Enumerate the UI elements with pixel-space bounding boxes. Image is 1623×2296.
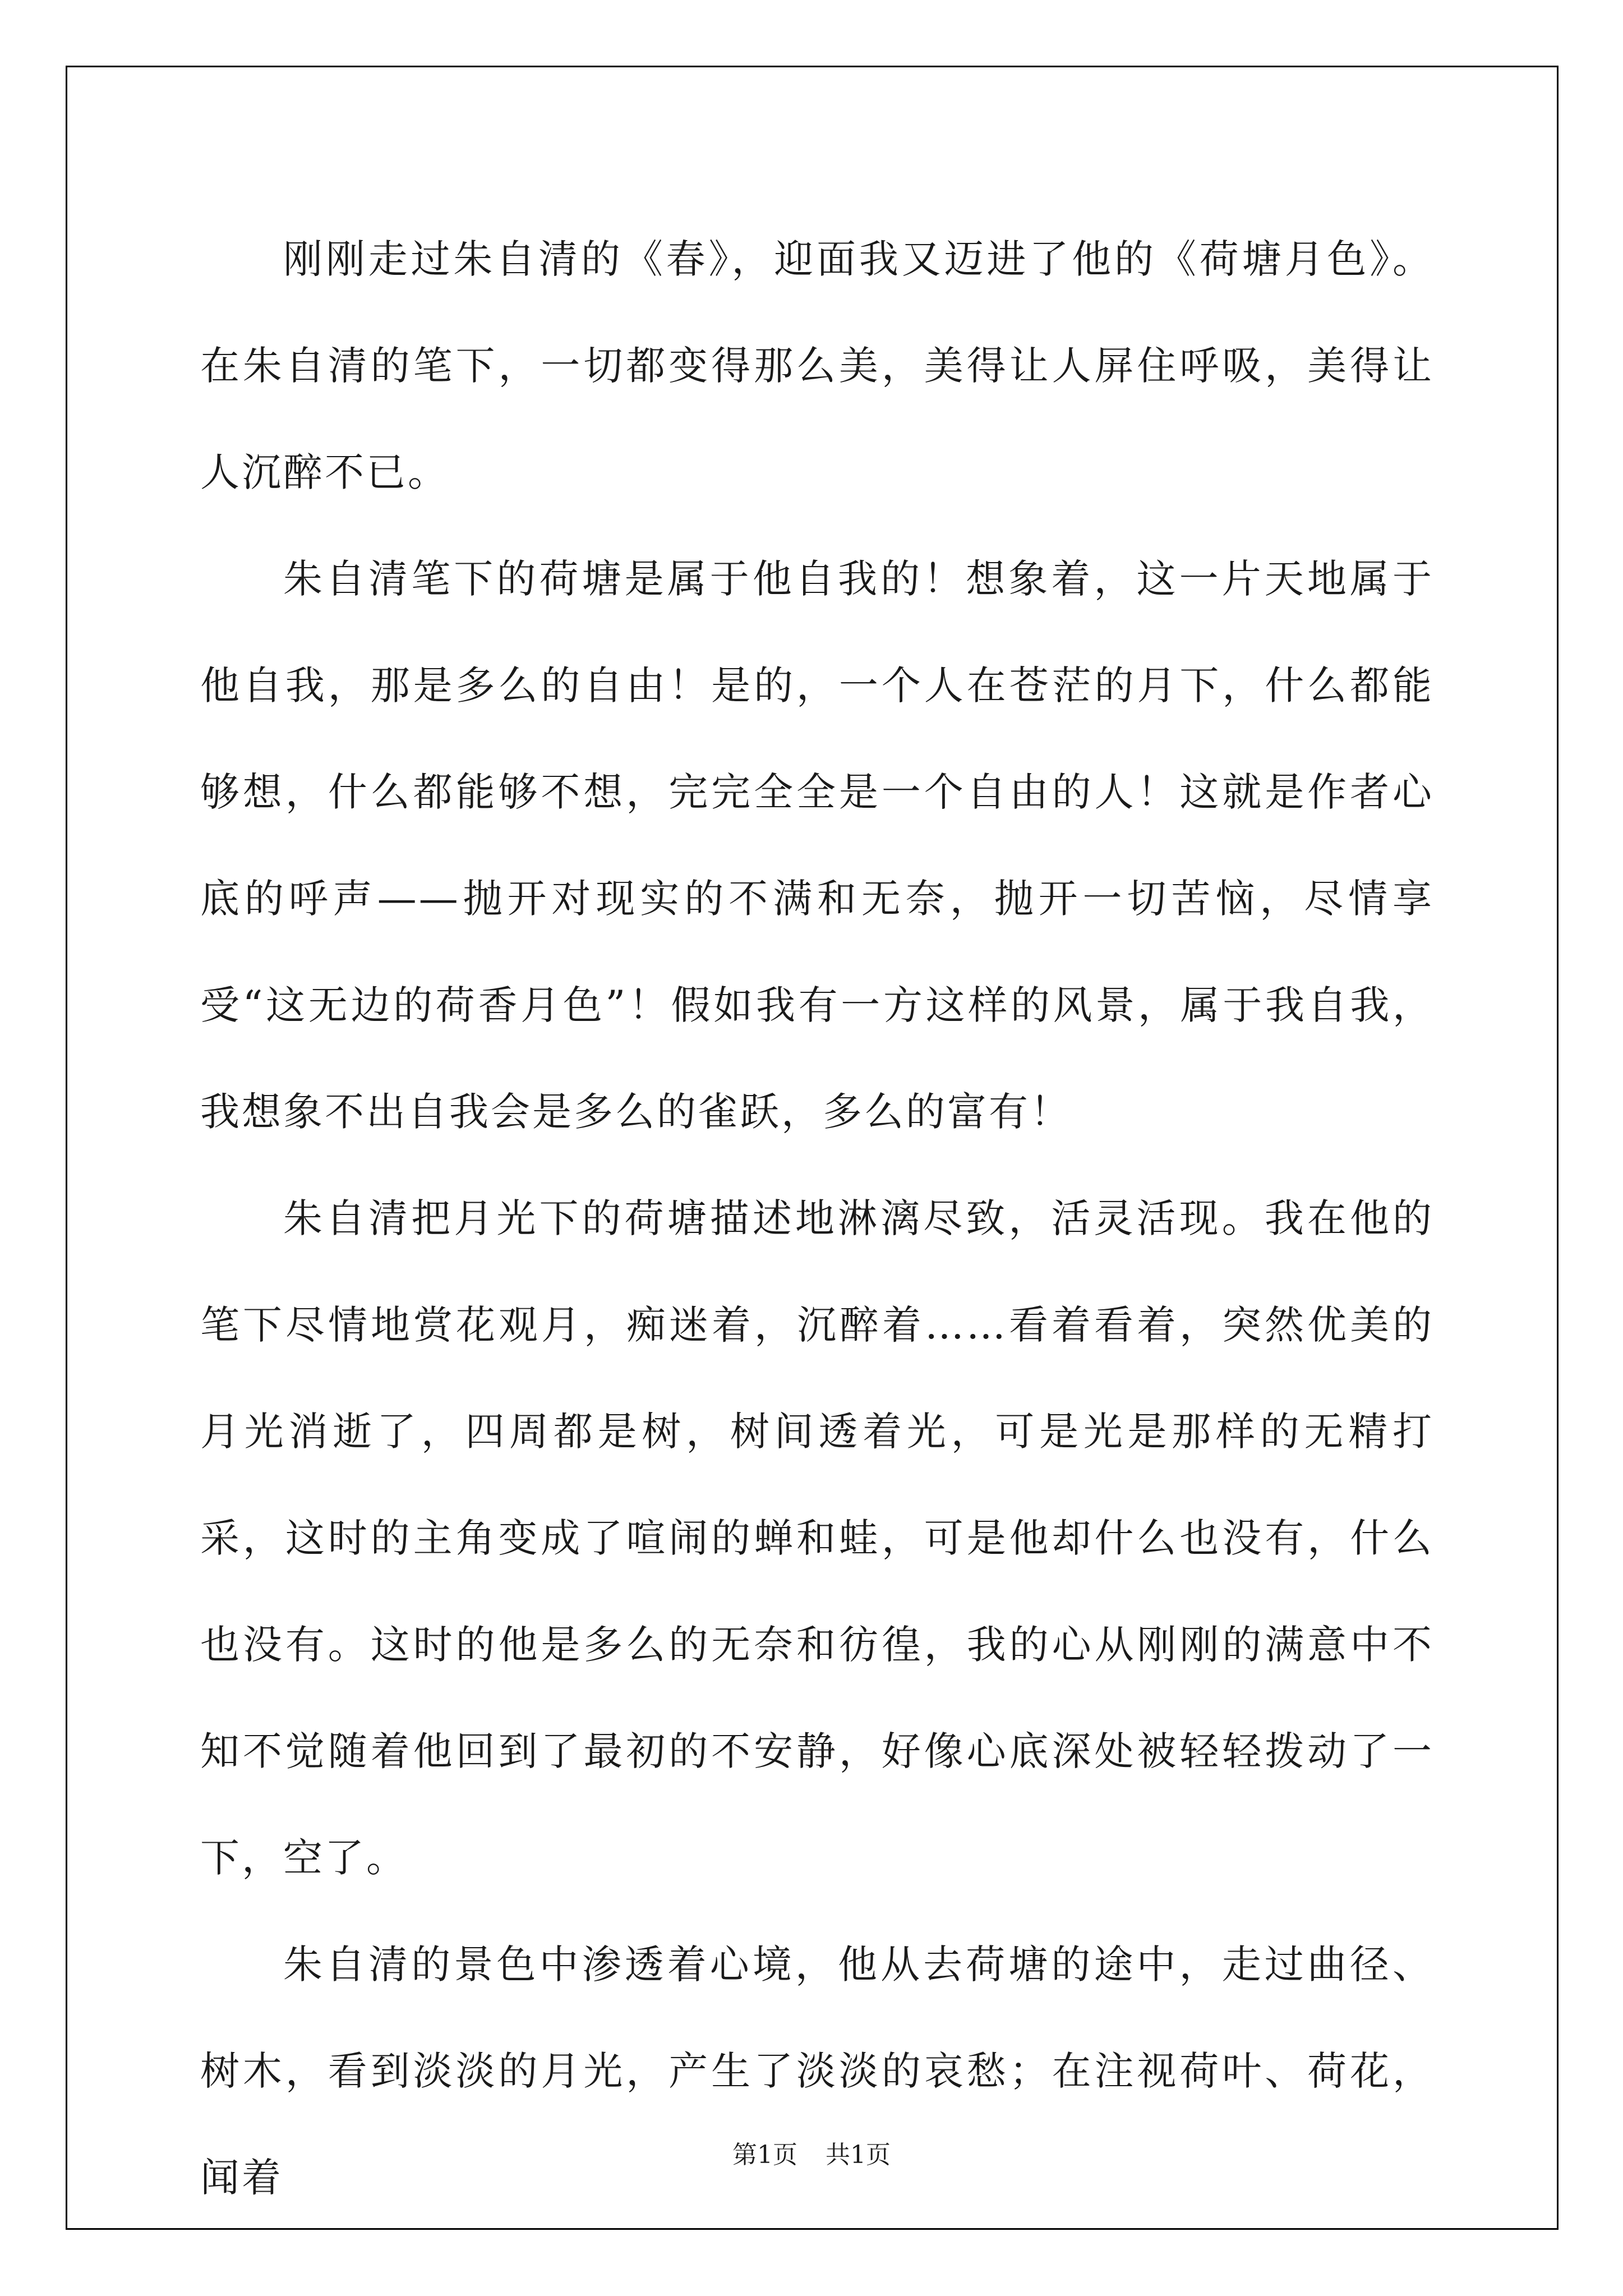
paragraph-4: 朱自清的景色中渗透着心境，他从去荷塘的途中，走过曲径、树木，看到淡淡的月光，产生了淡淡的哀愁；在注视荷叶、荷花，闻着 [200,1941,1434,2201]
paragraph-2: 朱自清笔下的荷塘是属于他自我的！想象着，这一片天地属于他自我，那是多么的自由！是的，一个人在苍茫的月下，什么都能够想，什么都能够不想，完完全全是一个自由的人！这就是作者心底的呼声——抛开对现实的不满和无奈，抛开一切苦恼，尽情享受“这无边的荷香月色”！假如我有一方这样的风景，属于我自我，我想象不出自我会是多么的雀跃，多么的富有！ [200,556,1434,1135]
paragraph-1: 刚刚走过朱自清的《春》，迎面我又迈进了他的《荷塘月色》。在朱自清的笔下，一切都变得那么美，美得让人屏住呼吸，美得让人沉醉不已。 [200,236,1434,495]
page-number: 第1页 [732,2141,797,2169]
page-footer [0,2134,1623,2170]
paragraph-3: 朱自清把月光下的荷塘描述地淋漓尽致，活灵活现。我在他的笔下尽情地赏花观月，痴迷着，沉醉着……看着看着，突然优美的月光消逝了，四周都是树，树间透着光，可是光是那样的无精打采，这时的主角变成了喧闹的蝉和蛙，可是他却什么也没有，什么也没有。这时的他是多么的无奈和彷徨，我的心从刚刚的满意中不知不觉随着他回到了最初的不安静，好像心底深处被轻轻拨动了一下，空了。 [200,1195,1434,1881]
document-body [200,206,1434,2231]
page-total: 共1页 [826,2141,891,2169]
